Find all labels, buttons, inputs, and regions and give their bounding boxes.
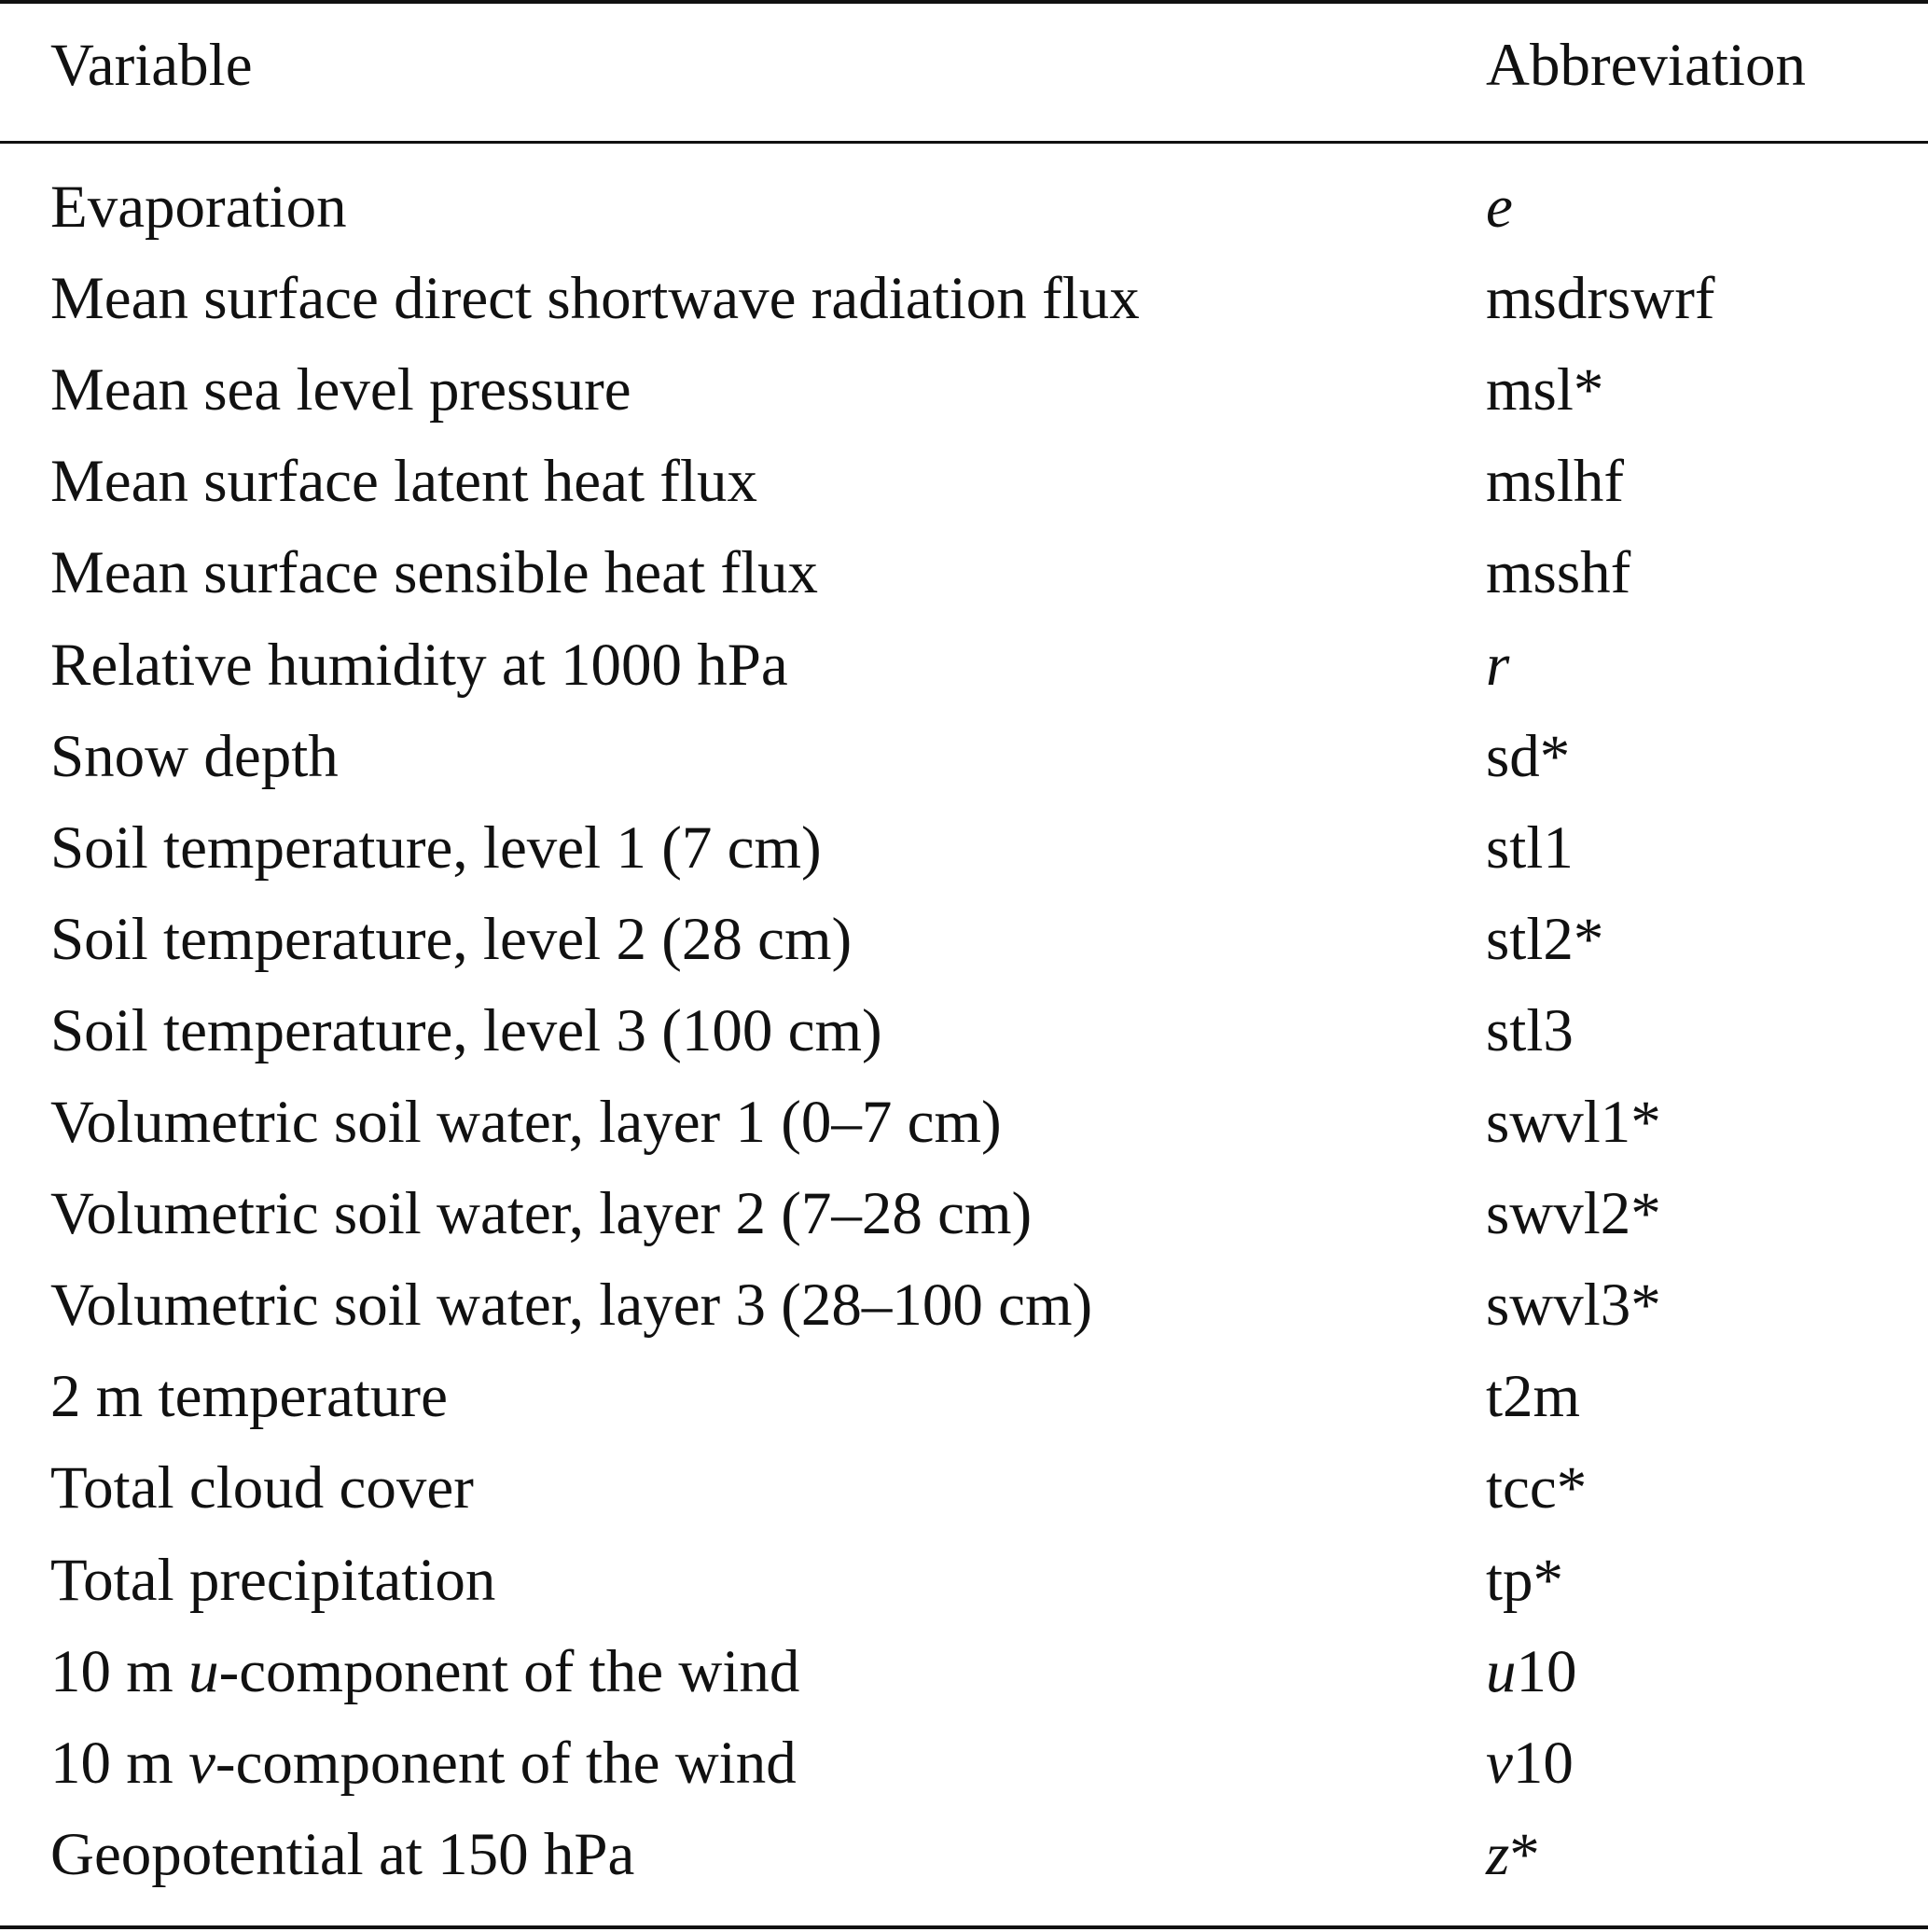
abbreviation-cell xyxy=(1486,996,1574,1064)
abbreviation-main: msdrswrf xyxy=(1486,265,1715,333)
variable-cell: Mean sea level pressure xyxy=(50,356,631,424)
abbreviation-main: t2m xyxy=(1486,1363,1581,1431)
abbreviation-main: tp* xyxy=(1486,1546,1564,1614)
table-row xyxy=(0,448,1928,543)
abbreviation-main: tcc* xyxy=(1486,1454,1588,1522)
table-row xyxy=(0,1363,1928,1458)
header-variable: Variable xyxy=(50,32,253,99)
abbreviation-cell xyxy=(1486,1089,1661,1156)
table-row xyxy=(0,356,1928,452)
abbreviation-cell xyxy=(1486,722,1571,790)
variable-cell-suffix: -component of the wind xyxy=(218,1637,800,1705)
abbreviation-cell xyxy=(1486,631,1510,699)
table-row xyxy=(0,265,1928,360)
variable-cell: Mean surface direct shortwave radiation flux xyxy=(50,265,1140,333)
variable-cell-prefix: 10 m xyxy=(50,1637,189,1705)
abbreviation-cell xyxy=(1486,905,1604,973)
variable-cell: Mean surface latent heat flux xyxy=(50,448,757,516)
variable-cell: Geopotential at 150 hPa xyxy=(50,1820,635,1888)
variable-cell: Volumetric soil water, layer 3 (28–100 cm) xyxy=(50,1272,1093,1340)
abbreviation-cell xyxy=(1486,1272,1661,1340)
abbreviation-cell xyxy=(1486,1820,1540,1888)
header-abbreviation: Abbreviation xyxy=(1486,32,1806,99)
table-row xyxy=(0,1272,1928,1367)
abbreviation-main: u xyxy=(1486,1637,1517,1705)
variable-cell: 2 m temperature xyxy=(50,1363,448,1431)
table-row xyxy=(0,1820,1928,1916)
abbreviation-cell xyxy=(1486,1546,1564,1614)
abbreviation-main: v xyxy=(1486,1729,1513,1797)
table-row xyxy=(0,1637,1928,1733)
abbreviation-suffix: 10 xyxy=(1512,1729,1574,1797)
variable-cell: Snow depth xyxy=(50,722,339,790)
table-row xyxy=(0,539,1928,634)
variable-cell: Soil temperature, level 3 (100 cm) xyxy=(50,996,882,1064)
table-row xyxy=(0,996,1928,1092)
abbreviation-cell xyxy=(1486,1180,1661,1248)
abbreviation-suffix: 10 xyxy=(1516,1637,1577,1705)
abbreviation-suffix: * xyxy=(1509,1820,1540,1888)
variable-cell: Volumetric soil water, layer 2 (7–28 cm) xyxy=(50,1180,1033,1248)
variable-cell: Soil temperature, level 1 (7 cm) xyxy=(50,813,822,882)
variable-cell-suffix: -component of the wind xyxy=(215,1729,797,1797)
abbreviation-cell xyxy=(1486,448,1625,516)
table-row xyxy=(0,813,1928,910)
table-row xyxy=(0,174,1928,269)
abbreviation-cell xyxy=(1486,265,1715,333)
variable-cell-italic: u xyxy=(188,1637,219,1705)
abbreviation-main: swvl3* xyxy=(1486,1272,1661,1340)
abbreviation-main: e xyxy=(1486,174,1513,241)
table-row xyxy=(0,1729,1928,1825)
variable-cell: Soil temperature, level 2 (28 cm) xyxy=(50,905,853,973)
variable-cell xyxy=(50,1729,797,1797)
abbreviation-main: z xyxy=(1486,1820,1510,1888)
variable-cell: Relative humidity at 1000 hPa xyxy=(50,631,788,699)
table-row xyxy=(0,1454,1928,1550)
variable-cell: Total cloud cover xyxy=(50,1454,474,1522)
table-row xyxy=(0,905,1928,1001)
table-row xyxy=(0,722,1928,818)
abbreviation-cell xyxy=(1486,1729,1574,1797)
bottom-rule xyxy=(0,1925,1928,1929)
variable-cell-italic: v xyxy=(188,1729,215,1797)
abbreviation-main: stl2* xyxy=(1486,905,1604,973)
abbreviation-cell xyxy=(1486,1454,1588,1522)
abbreviation-cell xyxy=(1486,356,1604,424)
table-row xyxy=(0,1180,1928,1275)
abbreviation-cell xyxy=(1486,539,1631,607)
abbreviation-main: stl3 xyxy=(1486,996,1574,1064)
abbreviation-cell xyxy=(1486,813,1574,882)
variable-cell-prefix: 10 m xyxy=(50,1729,189,1797)
table-row xyxy=(0,1089,1928,1184)
abbreviation-main: mslhf xyxy=(1486,448,1625,516)
abbreviation-main: swvl2* xyxy=(1486,1180,1661,1248)
abbreviation-main: msl* xyxy=(1486,356,1604,424)
abbreviation-main: stl1 xyxy=(1486,813,1574,882)
variable-cell xyxy=(50,1637,800,1705)
abbreviation-cell xyxy=(1486,1363,1581,1431)
abbreviation-main: sd* xyxy=(1486,722,1571,790)
variable-cell: Volumetric soil water, layer 1 (0–7 cm) xyxy=(50,1089,1002,1156)
variable-cell: Total precipitation xyxy=(50,1546,496,1614)
table-row xyxy=(0,1546,1928,1642)
variable-cell: Evaporation xyxy=(50,174,347,241)
abbreviation-main: msshf xyxy=(1486,539,1631,607)
abbreviation-cell xyxy=(1486,1637,1577,1705)
abbreviation-main: r xyxy=(1486,631,1510,699)
table-row xyxy=(0,631,1928,727)
abbreviation-main: swvl1* xyxy=(1486,1089,1661,1156)
variable-cell: Mean surface sensible heat flux xyxy=(50,539,819,607)
abbreviation-cell xyxy=(1486,174,1513,241)
